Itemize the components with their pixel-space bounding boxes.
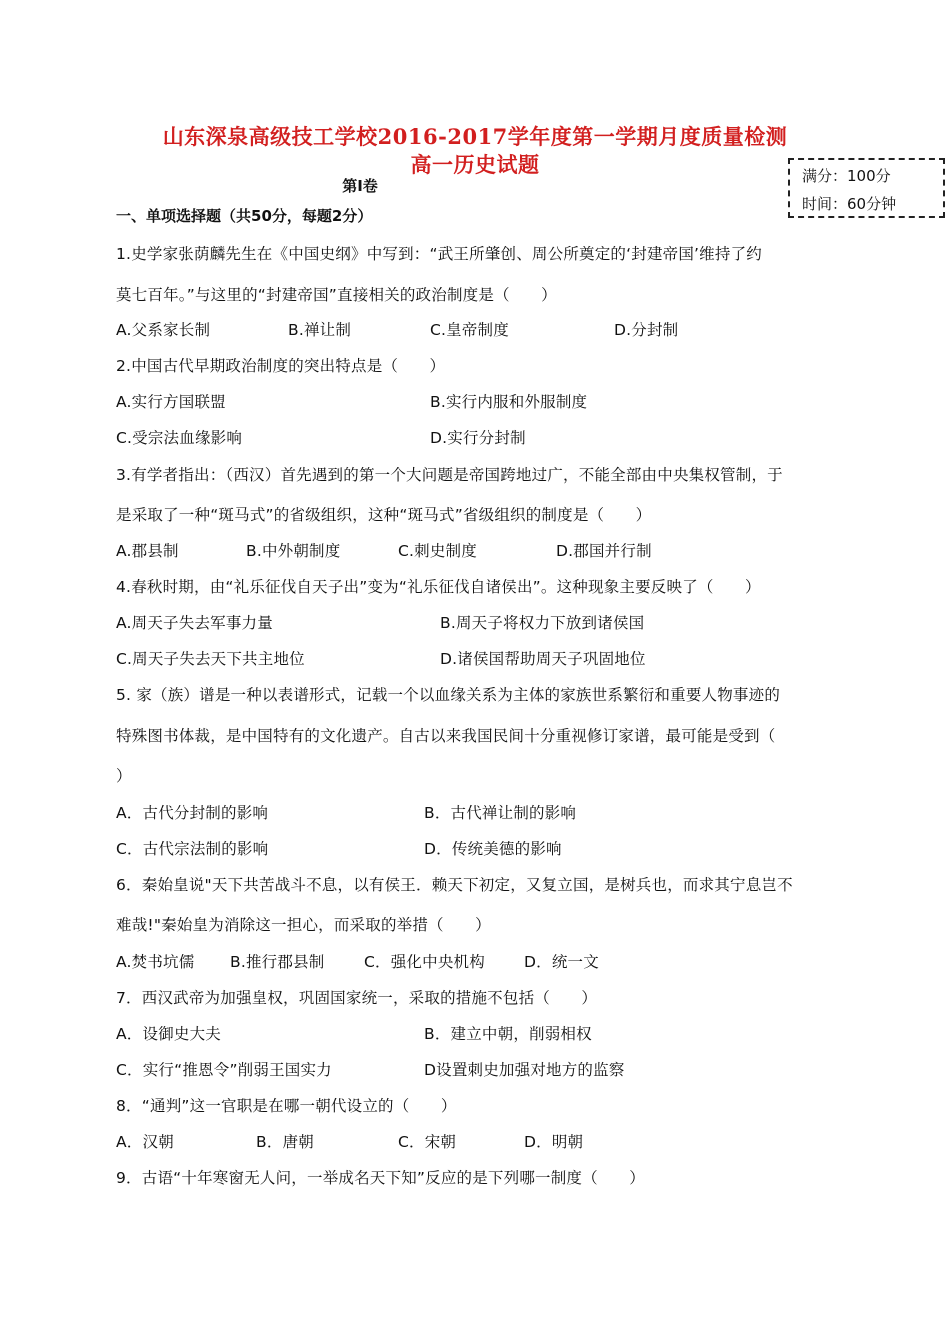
question-6-stem-line-2: 难哉!"秦始皇为消除这一担心，而采取的举措（ ） [116,916,491,934]
question-3-stem-line-1: 3.有学者指出：（西汉）首先遇到的第一个大问题是帝国跨地过广，不能全部由中央集权管制，于 [116,466,783,484]
question-2-option-d: D.实行分封制 [430,429,526,447]
question-2-option-b: B.实行内服和外服制度 [430,393,588,411]
full-score: 满分：100分 [802,167,891,185]
question-7-option-b: B．建立中朝，削弱相权 [424,1025,592,1043]
question-2-stem: 2.中国古代早期政治制度的突出特点是（ ） [116,357,446,375]
question-1-option-a: A.父系家长制 [116,321,211,339]
question-5-stem-line-1: 5. 家（族）谱是一种以表谱形式，记载一个以血缘关系为主体的家族世系繁衍和重要人物事迹的 [116,686,781,704]
question-5-option-a: A．古代分封制的影响 [116,804,269,822]
question-8-option-c: C．宋朝 [398,1133,457,1151]
question-5-option-c: C．古代宗法制的影响 [116,840,269,858]
question-5-option-b: B．古代禅让制的影响 [424,804,577,822]
question-8-option-a: A．汉朝 [116,1133,174,1151]
question-3-option-b: B.中外朝制度 [246,542,341,560]
exam-title: 山东深泉高级技工学校2016-2017学年度第一学期月度质量检测 [162,124,788,149]
question-7-option-a: A．设御史大夫 [116,1025,222,1043]
question-8-option-b: B．唐朝 [256,1133,314,1151]
question-3-option-c: C.刺史制度 [398,542,477,560]
question-4-option-c: C.周天子失去天下共主地位 [116,650,305,668]
question-1-option-c: C.皇帝制度 [430,321,509,339]
question-4-option-b: B.周天子将权力下放到诸侯国 [440,614,645,632]
question-6-option-a: A.焚书坑儒 [116,953,195,971]
question-2-option-c: C.受宗法血缘影响 [116,429,243,447]
question-4-stem: 4.春秋时期，由“礼乐征伐自天子出”变为“礼乐征伐自诸侯出”。这种现象主要反映了（ ） [116,578,761,596]
question-7-option-c: C．实行“推恩令”削弱王国实力 [116,1061,332,1079]
question-5-stem-line-2: 特殊图书体裁，是中国特有的文化遗产。自古以来我国民间十分重视修订家谱，最可能是受到（ [116,727,776,745]
question-6-option-c: C．强化中央机构 [364,953,485,971]
question-9-stem: 9．古语“十年寒窗无人问，一举成名天下知”反应的是下列哪一制度（ ） [116,1169,645,1187]
score-box [788,158,945,218]
question-2-option-a: A.实行方国联盟 [116,393,226,411]
question-1-option-d: D.分封制 [614,321,679,339]
question-3-option-a: A.郡县制 [116,542,179,560]
question-7-stem: 7．西汉武帝为加强皇权，巩固国家统一，采取的措施不包括（ ） [116,989,598,1007]
question-1-stem-line-2: 莫七百年。”与这里的“封建帝国”直接相关的政治制度是（ ） [116,286,557,304]
question-5-stem-line-3: ） [116,767,132,785]
question-6-stem-line-1: 6．秦始皇说"天下共苦战斗不息，以有侯王．赖天下初定，又复立国，是树兵也，而求其宁息岂不 [116,876,793,894]
exam-subtitle: 高一历史试题 [410,152,540,177]
question-4-option-a: A.周天子失去军事力量 [116,614,273,632]
part-heading: 一、单项选择题（共50分，每题2分） [116,207,373,225]
question-3-option-d: D.郡国并行制 [556,542,652,560]
section-heading: 第Ⅰ卷 [342,177,378,195]
question-7-option-d: D设置刺史加强对地方的监察 [424,1061,625,1079]
time-limit: 时间：60分钟 [802,195,897,213]
question-4-option-d: D.诸侯国帮助周天子巩固地位 [440,650,646,668]
question-8-option-d: D．明朝 [524,1133,584,1151]
question-8-stem: 8．“通判”这一官职是在哪一朝代设立的（ ） [116,1097,457,1115]
question-6-option-b: B.推行郡县制 [230,953,325,971]
question-3-stem-line-2: 是采取了一种“斑马式”的省级组织，这种“斑马式”省级组织的制度是（ ） [116,506,652,524]
question-6-option-d: D．统一文 [524,953,599,971]
question-1-option-b: B.禅让制 [288,321,352,339]
question-1-stem-line-1: 1.史学家张荫麟先生在《中国史纲》中写到：“武王所肇创、周公所奠定的‘封建帝国’维持了约 [116,245,762,263]
question-5-option-d: D．传统美德的影响 [424,840,562,858]
